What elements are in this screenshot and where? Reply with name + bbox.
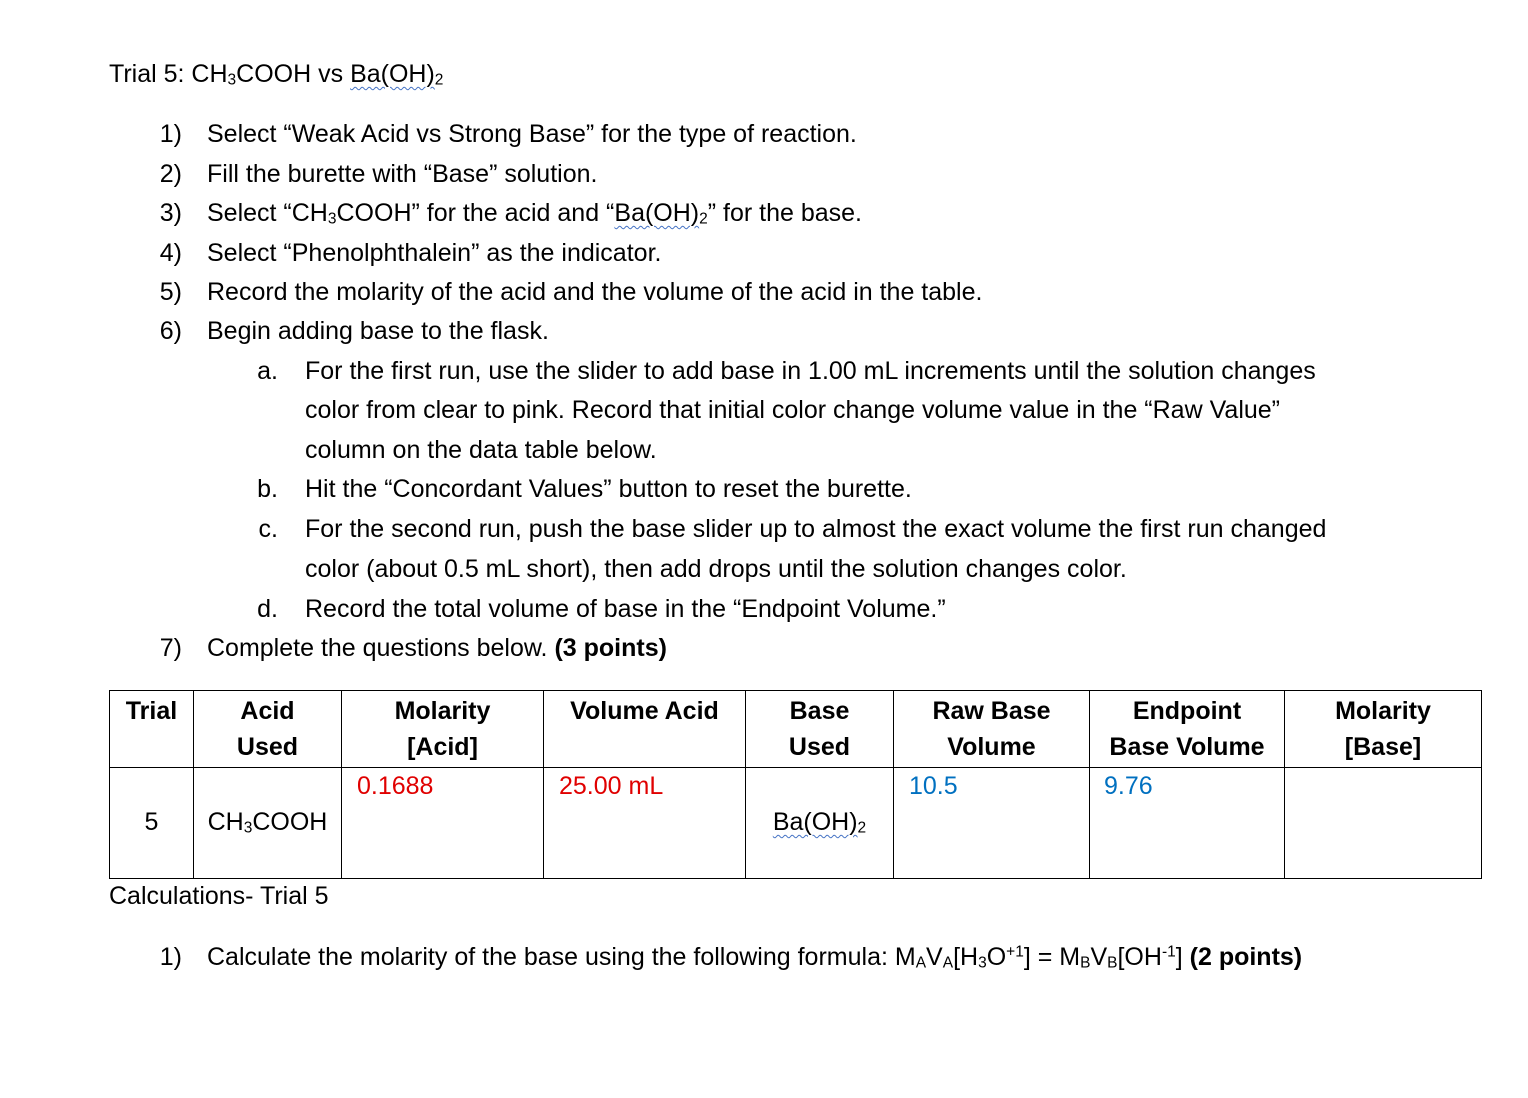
cell-volume-acid[interactable]: 25.00 mL — [544, 768, 746, 879]
header-endpoint-base-volume: Endpoint Base Volume — [1090, 691, 1285, 768]
cell-trial: 5 — [110, 768, 194, 879]
table-row — [110, 768, 1482, 879]
cell-raw-base-volume[interactable]: 10.5 — [894, 768, 1090, 879]
spellcheck-underline: Ba(OH) — [614, 199, 700, 227]
page-title: Trial 5: $CH_3COOH$ vs $Ba(OH)_2$ — [109, 60, 444, 89]
header-raw-base-volume: Raw Base Volume — [894, 691, 1090, 768]
cell-endpoint-base-volume[interactable]: 9.76 — [1090, 768, 1285, 879]
spellcheck-underline: Ba(OH) — [350, 60, 435, 88]
header-volume-acid: Volume Acid — [544, 691, 746, 768]
table-header-row — [110, 691, 1482, 768]
data-table — [109, 690, 1482, 879]
header-molarity-base: Molarity [Base] — [1285, 691, 1482, 768]
cell-acid-used: $CH_3COOH$ — [194, 768, 342, 879]
cell-molarity-base[interactable] — [1285, 768, 1482, 879]
header-molarity-acid: Molarity [Acid] — [342, 691, 544, 768]
cell-molarity-acid[interactable]: 0.1688 — [342, 768, 544, 879]
header-base-used: Base Used — [746, 691, 894, 768]
header-acid-used: Acid Used — [194, 691, 342, 768]
header-trial: Trial — [110, 691, 194, 768]
cell-base-used: $Ba(OH)_2$ — [746, 768, 894, 879]
calculations-heading: Calculations- Trial 5 — [109, 882, 329, 910]
